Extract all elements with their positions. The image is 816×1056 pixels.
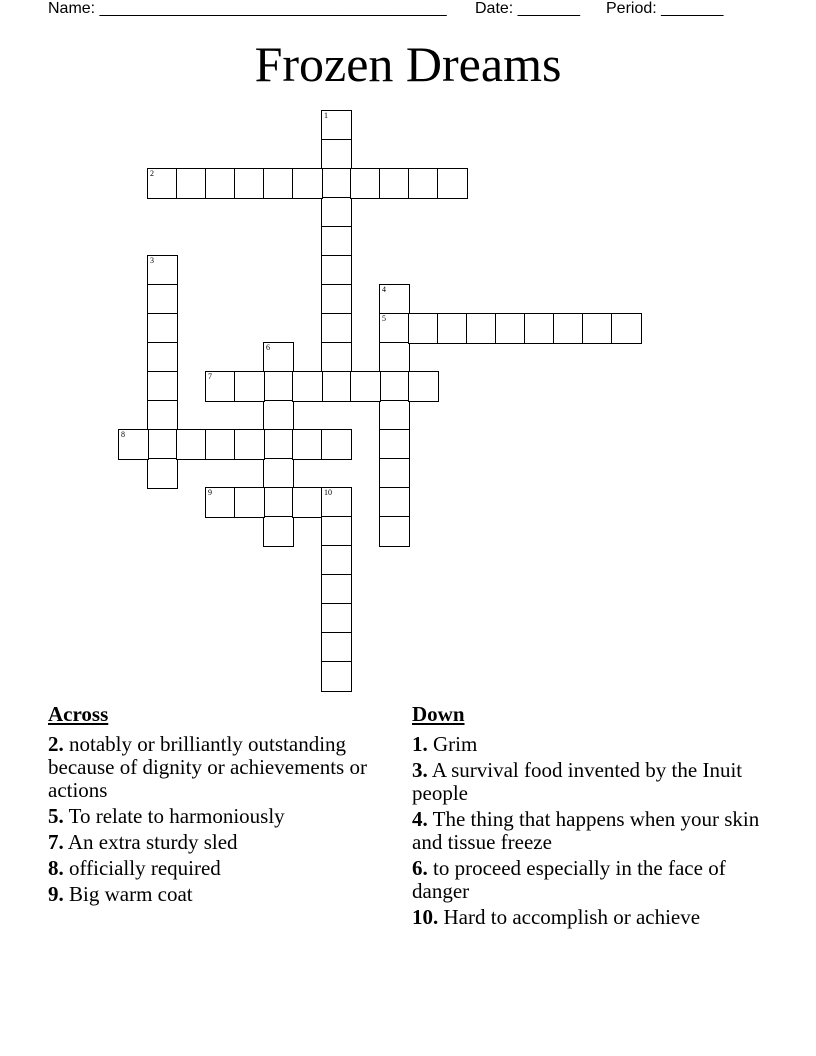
crossword-cell[interactable] [321,226,352,257]
crossword-cell[interactable] [321,197,352,228]
crossword-cell[interactable] [437,313,468,344]
crossword-cell[interactable] [379,284,410,315]
crossword-cell[interactable] [321,168,352,199]
crossword-cell[interactable] [321,284,352,315]
crossword-cell[interactable] [118,429,149,460]
clue-text: To relate to harmoniously [68,804,285,828]
clue-across-8 [48,857,388,880]
crossword-cell[interactable] [321,342,352,373]
crossword-cell[interactable] [321,255,352,286]
crossword-cell[interactable] [321,545,352,576]
crossword-cell[interactable] [379,313,410,344]
clue-down-4 [412,808,772,854]
crossword-cell[interactable] [321,429,352,460]
crossword-cell[interactable] [234,487,265,518]
clue-down-6 [412,857,772,903]
clue-text: The thing that happens when your skin and tissue freeze [412,807,760,854]
crossword-cell[interactable] [147,284,178,315]
cell-number: 8 [121,430,125,439]
crossword-cell[interactable] [292,487,323,518]
crossword-cell[interactable] [379,429,410,460]
crossword-cell[interactable] [321,603,352,634]
crossword-cell[interactable] [263,516,294,547]
crossword-cell[interactable] [379,371,410,402]
clue-number: 10. [412,905,439,929]
crossword-cell[interactable] [437,168,468,199]
down-heading: Down [412,702,465,726]
clue-across-9 [48,883,388,906]
puzzle-title: Frozen Dreams [254,36,562,92]
crossword-cell[interactable] [147,168,178,199]
crossword-cell[interactable] [495,313,526,344]
clue-down-1 [412,733,772,756]
clue-number: 1. [412,732,428,756]
crossword-cell[interactable] [147,400,178,431]
crossword-cell[interactable] [147,458,178,489]
clue-down-3 [412,759,772,805]
crossword-cell[interactable] [350,371,381,402]
clue-across-5 [48,805,388,828]
name-field: Name: _______________________________________ [48,0,447,17]
crossword-cell[interactable] [553,313,584,344]
crossword-cell[interactable] [408,168,439,199]
cell-number: 3 [150,256,154,265]
crossword-cell[interactable] [234,371,265,402]
crossword-cell[interactable] [321,139,352,170]
crossword-cell[interactable] [321,487,352,518]
crossword-cell[interactable] [321,371,352,402]
crossword-cell[interactable] [263,168,294,199]
crossword-cell[interactable] [524,313,555,344]
clue-text: An extra sturdy sled [67,830,238,854]
clue-number: 4. [412,807,428,831]
clue-text: notably or brilliantly outstanding because of dignity or achievements or actions [48,732,367,802]
cell-number: 4 [382,285,386,294]
crossword-cell[interactable] [176,168,207,199]
crossword-cell[interactable] [263,429,294,460]
cell-number: 7 [208,372,212,381]
down-clues [412,703,772,932]
crossword-cell[interactable] [205,487,236,518]
crossword-cell[interactable] [147,342,178,373]
clue-text: Grim [433,732,478,756]
clue-text: to proceed especially in the face of danger [412,856,726,903]
crossword-cell[interactable] [292,371,323,402]
across-clues [48,703,388,909]
crossword-cell[interactable] [408,313,439,344]
crossword-cell[interactable] [147,371,178,402]
cell-number: 2 [150,169,154,178]
clue-number: 5. [48,804,64,828]
clue-number: 2. [48,732,64,756]
clue-number: 3. [412,758,428,782]
crossword-cell[interactable] [263,400,294,431]
clue-number: 9. [48,882,64,906]
crossword-cell[interactable] [321,632,352,663]
crossword-cell[interactable] [147,313,178,344]
crossword-cell[interactable] [379,400,410,431]
crossword-cell[interactable] [176,429,207,460]
crossword-cell[interactable] [147,429,178,460]
cell-number: 5 [382,314,386,323]
crossword-cell[interactable] [263,342,294,373]
crossword-cell[interactable] [263,487,294,518]
cell-number: 9 [208,488,212,497]
cell-number: 6 [266,343,270,352]
clue-text: Big warm coat [69,882,193,906]
crossword-cell[interactable] [379,487,410,518]
date-field: Date: _______ [475,0,580,17]
period-field: Period: _______ [606,0,724,17]
crossword-cell[interactable] [292,168,323,199]
crossword-cell[interactable] [205,371,236,402]
crossword-cell[interactable] [379,458,410,489]
clue-across-7 [48,831,388,854]
crossword-cell[interactable] [234,168,265,199]
crossword-cell[interactable] [321,313,352,344]
crossword-cell[interactable] [147,255,178,286]
crossword-cell[interactable] [466,313,497,344]
across-heading: Across [48,702,109,726]
crossword-cell[interactable] [408,371,439,402]
crossword-cell[interactable] [379,342,410,373]
crossword-cell[interactable] [321,110,352,141]
clue-text: A survival food invented by the Inuit people [412,758,743,805]
clue-number: 8. [48,856,64,880]
crossword-cell[interactable] [321,574,352,605]
cell-number: 10 [324,488,332,497]
crossword-cell[interactable] [321,661,352,692]
crossword-cell[interactable] [611,313,642,344]
crossword-cell[interactable] [379,168,410,199]
clue-across-2 [48,733,388,802]
crossword-cell[interactable] [263,371,294,402]
clue-text: officially required [69,856,221,880]
crossword-cell[interactable] [205,168,236,199]
clue-text: Hard to accomplish or achieve [443,905,701,929]
clue-number: 6. [412,856,428,880]
crossword-cell[interactable] [205,429,236,460]
cell-number: 1 [324,111,328,120]
crossword-cell[interactable] [582,313,613,344]
clue-down-10 [412,906,772,929]
crossword-cell[interactable] [263,458,294,489]
crossword-cell[interactable] [292,429,323,460]
crossword-cell[interactable] [321,516,352,547]
crossword-cell[interactable] [234,429,265,460]
crossword-cell[interactable] [379,516,410,547]
crossword-cell[interactable] [350,168,381,199]
clue-number: 7. [48,830,64,854]
